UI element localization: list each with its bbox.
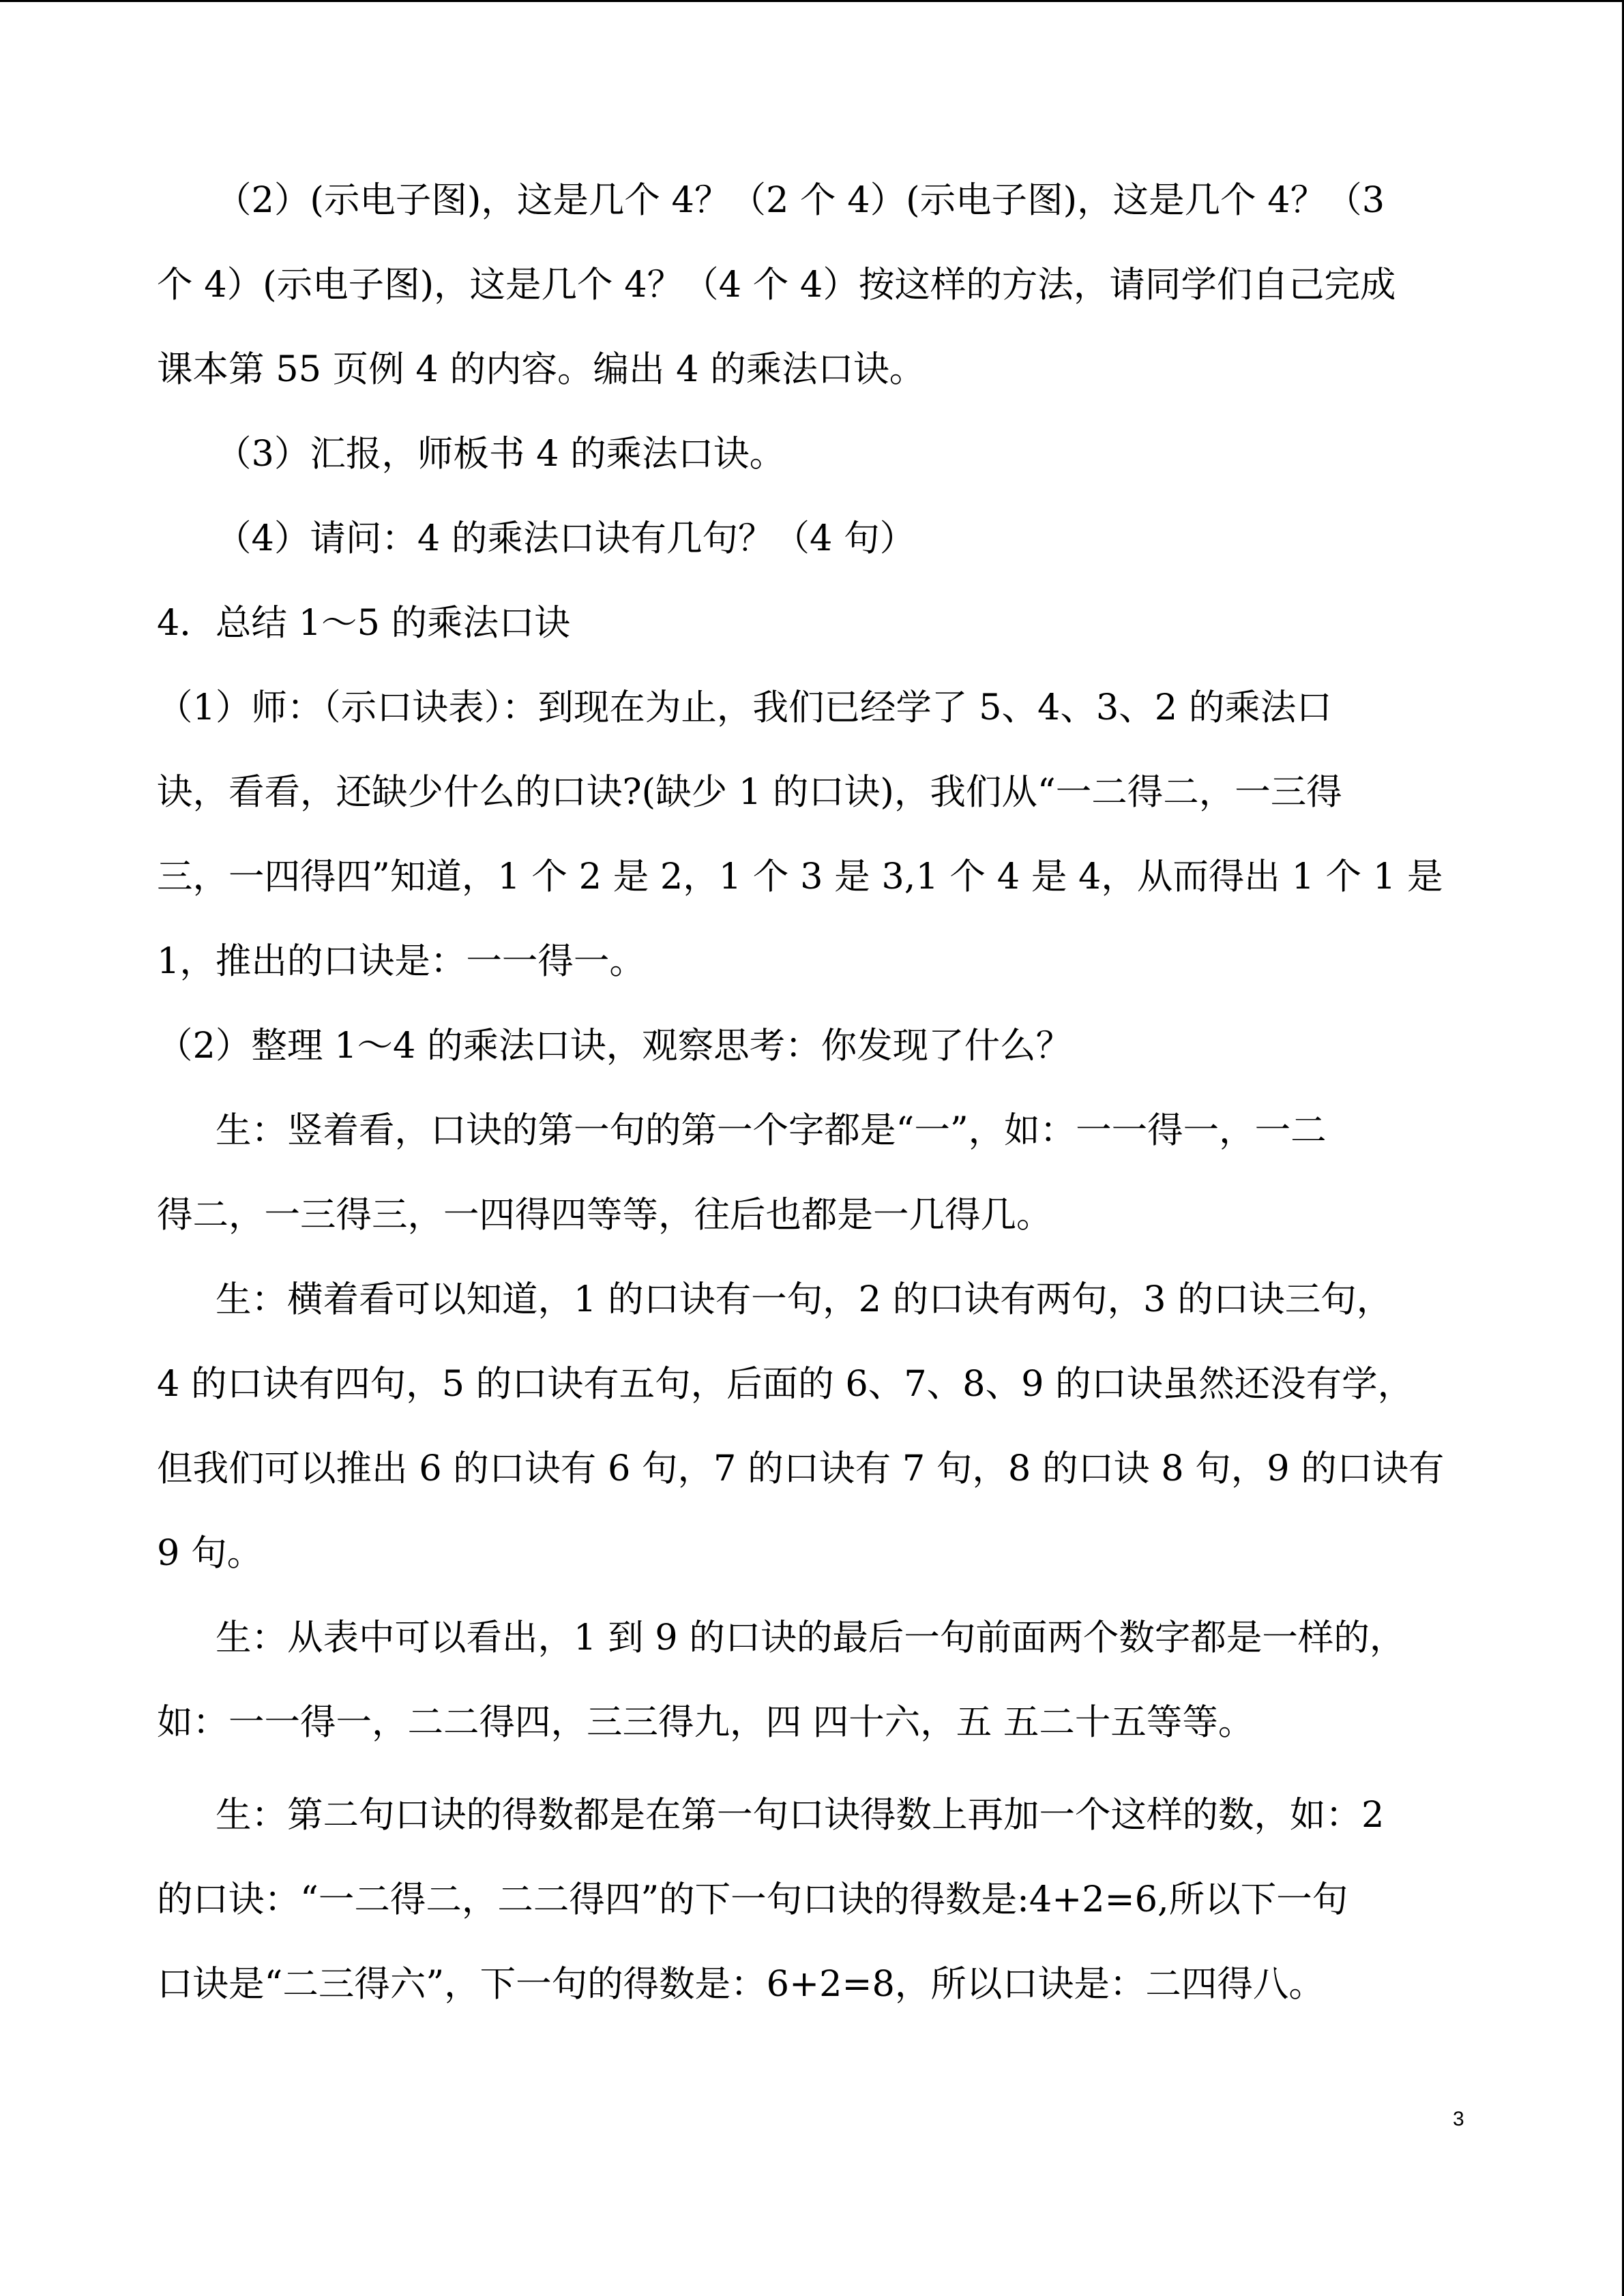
paragraph-line: （3）汇报，师板书 4 的乘法口诀。	[216, 433, 786, 475]
paragraph-line: 的口诀：“一二得二，二二得四”的下一句口诀的得数是:4+2=6,所以下一句	[157, 1879, 1348, 1920]
paragraph-line: 4 的口诀有四句，5 的口诀有五句，后面的 6、7、8、9 的口诀虽然还没有学，	[157, 1363, 1414, 1405]
paragraph-line: 9 句。	[157, 1532, 263, 1574]
paragraph-line: 课本第 55 页例 4 的内容。编出 4 的乘法口诀。	[157, 348, 926, 390]
paragraph-line: （2）整理 1～4 的乘法口诀，观察思考：你发现了什么？	[157, 1025, 1072, 1067]
paragraph-line: 生：竖着看，口诀的第一句的第一个字都是“一”，如：一一得一，一二	[216, 1109, 1327, 1151]
page-number: 3	[1453, 2108, 1464, 2130]
paragraph-line: 得二，一三得三，一四得四等等，往后也都是一几得几。	[157, 1194, 1052, 1236]
paragraph-line: 1，推出的口诀是：一一得一。	[157, 940, 645, 982]
paragraph-line: （2）(示电子图)，这是几个 4？（2 个 4）(示电子图)，这是几个 4？（3	[216, 179, 1385, 221]
paragraph-line: 但我们可以推出 6 的口诀有 6 句，7 的口诀有 7 句，8 的口诀 8 句，9 的口诀有	[157, 1448, 1445, 1489]
paragraph-line: 口诀是“二三得六”，下一句的得数是：6+2=8，所以口诀是：二四得八。	[157, 1963, 1325, 2005]
paragraph-line: 生：第二句口诀的得数都是在第一句口诀得数上再加一个这样的数，如：2	[216, 1794, 1385, 1836]
section-heading: 4．总结 1～5 的乘法口诀	[157, 602, 571, 644]
paragraph-line: 个 4）(示电子图)，这是几个 4？（4 个 4）按这样的方法，请同学们自己完成	[157, 264, 1396, 305]
paragraph-line: 如：一一得一，二二得四，三三得九，四 四十六，五 五二十五等等。	[157, 1701, 1254, 1743]
paragraph-line: （4）请问：4 的乘法口诀有几句？（4 句）	[216, 518, 916, 559]
paragraph-line: （1）师：（示口诀表）：到现在为止，我们已经学了 5、4、3、2 的乘法口	[157, 687, 1332, 728]
paragraph-line: 三，一四得四”知道，1 个 2 是 2，1 个 3 是 3,1 个 4 是 4，从而得出 1 个 1 是	[157, 856, 1443, 897]
paragraph-line: 诀，看看，还缺少什么的口诀?(缺少 1 的口诀)，我们从“一二得二，一三得	[157, 771, 1342, 813]
paragraph-line: 生：横着看可以知道，1 的口诀有一句，2 的口诀有两句，3 的口诀三句，	[216, 1279, 1393, 1320]
paragraph-line: 生：从表中可以看出，1 到 9 的口诀的最后一句前面两个数字都是一样的，	[216, 1617, 1406, 1658]
